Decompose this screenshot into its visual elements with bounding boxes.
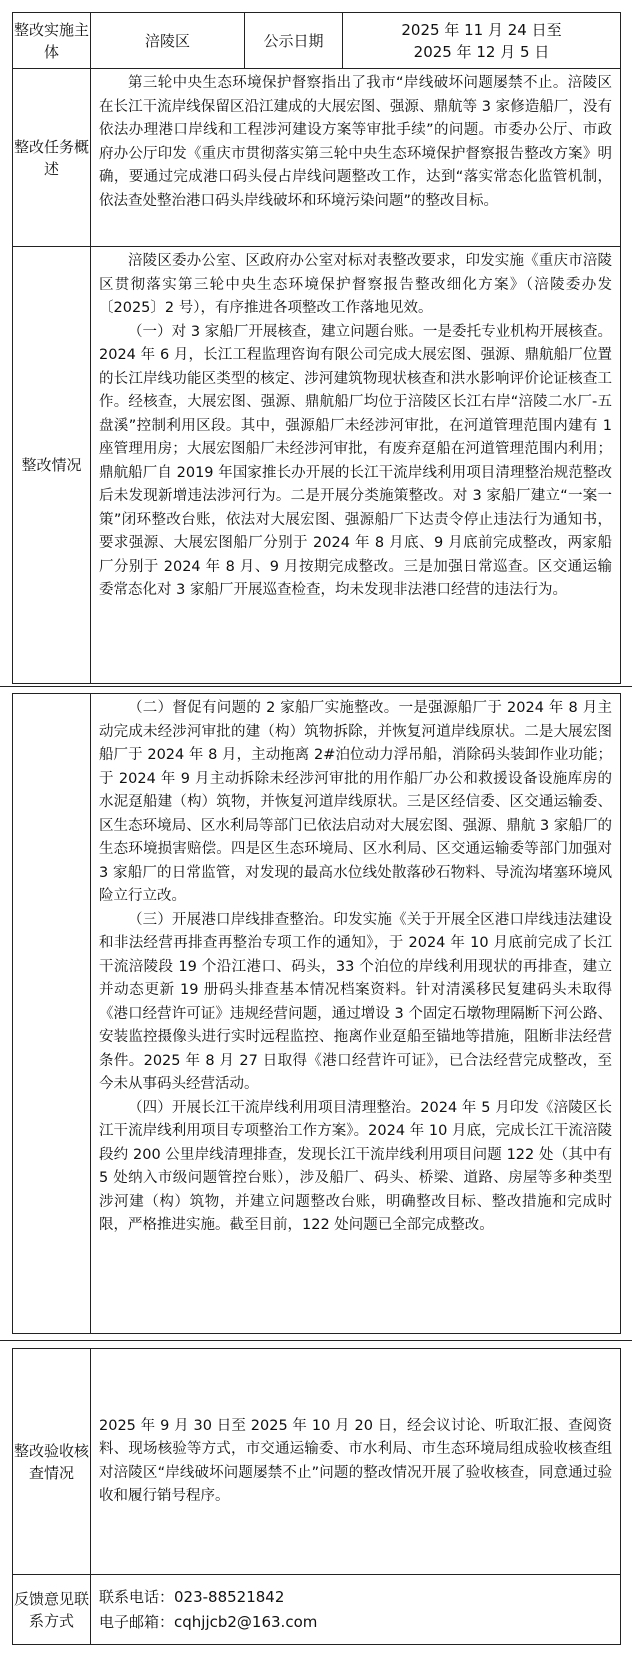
status-paragraph: （二）督促有问题的 2 家船厂实施整改。一是强源船厂于 2024 年 8 月主动完成未经涉河审批的建（构）筑物拆除，并恢复河道岸线原状。二是大展宏图船厂于 2024 年 8 月，主动拖离 2#泊位动力浮吊船，消除码头装卸作业功能；于 2024 年 9 月主动拆除未经涉河审批的用作船厂办公和救援设备设施库房的水泥趸船建（构）筑物，并恢复河道岸线原状。三是区经信委、区交通运输委、区生态环境局、区水利局等部门已依法启动对大展宏图、强源、鼎航 3 家船厂的生态环境损害赔偿。四是区生态环境局、区水利局、区交通运输委等部门加强对 3 家船厂的日常监管，对发现的最高水位线处散落砂石物料、导流沟堵塞环境风险立行立改。 <box>99 700 612 904</box>
status-continued-label-cell <box>13 694 91 1334</box>
status-row <box>13 247 621 684</box>
header-row <box>13 13 621 69</box>
feedback-row <box>13 1575 621 1645</box>
overview-text: 第三轮中央生态环境保护督察指出了我市“岸线破坏问题屡禁不止。涪陵区在长江干流岸线保留区沿江建成的大展宏图、强源、鼎航等 3 家修造船厂，没有依法办理港口岸线和工程涉河建设方案等审批手续”的问题。市委办公厅、市政府办公厅印发《重庆市贯彻落实第三轮中央生态环境保护督察报告整改方案》明确，要通过完成港口码头侵占岸线问题整改工作，达到“落实常态化监管机制，依法查处整治港口码头岸线破坏和环境污染问题”的整改目标。 <box>99 75 612 209</box>
rectification-table-part2 <box>12 693 621 1334</box>
status-label: 整改情况 <box>13 247 91 684</box>
acceptance-row <box>13 1349 621 1575</box>
rectification-table-part1 <box>12 12 621 684</box>
status-paragraph: 涪陵区委办公室、区政府办公室对标对表整改要求，印发实施《重庆市涪陵区贯彻落实第三轮中央生态环境保护督察报告整改细化方案》（涪陵委办发〔2025〕2 号），有序推进各项整改工作落地见效。 <box>99 253 612 316</box>
entity-value: 涪陵区 <box>91 13 245 69</box>
feedback-contact-cell <box>91 1575 621 1645</box>
page-divider <box>0 686 632 687</box>
date-label: 公示日期 <box>245 13 343 69</box>
page-divider <box>0 1340 632 1341</box>
status-paragraph: （四）开展长江干流岸线利用项目清理整治。2024 年 5 月印发《涪陵区长江干流岸线利用项目专项整治工作方案》。2024 年 10 月底，完成长江干流涪陵段约 200 公里岸线清理排查，发现长江干流岸线利用项目问题 122 处（其中有 5 处纳入市级问题管控台账），涉及船厂、码头、桥梁、道路、房屋等多种类型涉河建（构）筑物，并建立问题整改台账，明确整改目标、整改措施和完成时限，严格推进实施。截至目前，122 处问题已全部完成整改。 <box>99 1099 612 1233</box>
overview-text-cell <box>91 69 621 247</box>
feedback-phone: 联系电话：023-88521842 <box>99 1587 285 1606</box>
status-continued-cell <box>91 694 621 1334</box>
status-text-cell <box>91 247 621 684</box>
acceptance-text: 2025 年 9 月 30 日至 2025 年 10 月 20 日，经会议讨论、听取汇报、查阅资料、现场核验等方式，市交通运输委、市水利局、市生态环境局组成验收核查组对涪陵区“岸线破坏问题屡禁不止”问题的整改情况开展了验收核查，同意通过验收和履行销号程序。 <box>99 1417 612 1504</box>
acceptance-label: 整改验收核查情况 <box>13 1349 91 1575</box>
status-paragraph: （一）对 3 家船厂开展核查，建立问题台账。一是委托专业机构开展核查。2024 年 6 月，长江工程监理咨询有限公司完成大展宏图、强源、鼎航船厂位置的长江岸线功能区类型的核定、涉河建筑物现状核查和洪水影响评价论证核查工作。经核查，大展宏图、强源、鼎航船厂均位于涪陵区长江右岸“涪陵二水厂-五盘溪”控制利用区段。其中，强源船厂未经涉河审批，在河道管理范围内建有 1 座管理用房；大展宏图船厂未经涉河审批，有废弃趸船在河道管理范围内利用；鼎航船厂自 2019 年国家推长办开展的长江干流岸线利用项目清理整治规范整改后未发现新增违法涉河行为。二是开展分类施策整改。对 3 家船厂建立“一案一策”闭环整改台账，依法对大展宏图、强源船厂下达责令停止违法行为通知书，要求强源、大展宏图船厂分别于 2024 年 8 月底、9 月底前完成整改，两家船厂分别于 2024 年 8 月、9 月按期完成整改。三是加强日常巡查。区交通运输委常态化对 3 家船厂开展巡查检查，均未发现非法港口经营的违法行为。 <box>99 323 612 598</box>
feedback-label: 反馈意见联系方式 <box>13 1575 91 1645</box>
status-paragraph: （三）开展港口岸线排查整治。印发实施《关于开展全区港口岸线违法建设和非法经营再排查再整治专项工作的通知》，于 2024 年 10 月底前完成了长江干流涪陵段 19 个沿江港口、码头，33 个泊位的岸线利用现状的再排查，建立并动态更新 19 册码头排查基本情况档案资料。针对清溪移民复建码头未取得《港口经营许可证》违规经营问题，通过增设 3 个固定石墩物理隔断下河公路、安装监控摄像头进行实时远程监控、拖离作业趸船至锚地等措施，阻断非法经营条件。2025 年 8 月 27 日取得《港口经营许可证》，已合法经营完成整改，至今未从事码头经营活动。 <box>99 911 612 1092</box>
feedback-email: 电子邮箱：cqhjjcb2@163.com <box>99 1612 318 1631</box>
date-value: 2025 年 11 月 24 日至 2025 年 12 月 5 日 <box>343 13 621 69</box>
status-continued-row <box>13 694 621 1334</box>
entity-label: 整改实施主体 <box>13 13 91 69</box>
acceptance-text-cell <box>91 1349 621 1575</box>
rectification-table-part3 <box>12 1348 621 1645</box>
overview-row <box>13 69 621 247</box>
overview-label: 整改任务概述 <box>13 69 91 247</box>
